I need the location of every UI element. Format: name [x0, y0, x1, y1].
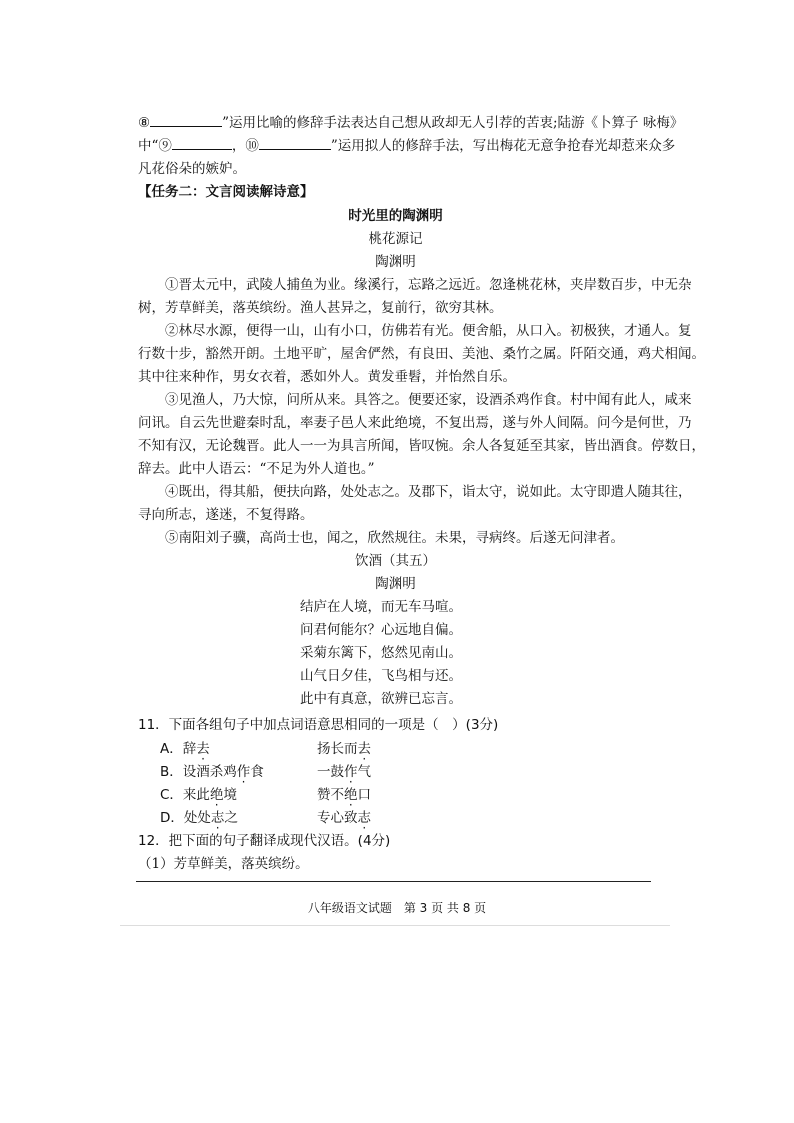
question-12-stem: 12．把下面的句子翻译成现代汉语。(4分) — [138, 833, 391, 849]
intro-text: ，⑩ — [231, 138, 259, 154]
poem-line: 采菊东篱下，悠然见南山。 — [300, 645, 462, 661]
option-label: C．来此 — [160, 787, 210, 803]
poem-title: 饮酒（其五） — [355, 553, 436, 569]
intro-text: ”运用比喻的修辞手法表达自己想从政却无人引荐的苦衷;陆游《卜算子 咏梅》 — [222, 115, 684, 131]
footer-divider — [136, 881, 651, 882]
scan-edge — [120, 925, 670, 926]
option-text: 之 — [224, 810, 238, 826]
dotted-word: 去 — [357, 741, 371, 757]
answer-blank-10[interactable] — [259, 137, 331, 150]
prose-line: 问讯。自云先世避秦时乱，率妻子邑人来此绝境，不复出焉，遂与外人间隔。问今是何世，乃 — [138, 415, 692, 431]
option-d-left[interactable] — [160, 806, 238, 826]
prose-line: ③见渔人，乃大惊，问所从来。具答之。便要还家，设酒杀鸡作食。村中闻有此人，咸来 — [165, 392, 692, 408]
poem-author: 陶渊明 — [375, 576, 416, 592]
prose-title: 桃花源记 — [368, 231, 423, 247]
prose-line: 寻向所志，遂迷，不复得路。 — [138, 507, 314, 523]
option-label: B．设酒杀鸡 — [160, 764, 237, 780]
prose-line: ②林尽水源，便得一山，山有小口，仿佛若有光。便舍船，从口入。初极狭，才通人。复 — [165, 323, 692, 339]
prose-line: 不知有汉，无论魏晋。此人一一为具言所闻，皆叹惋。余人各复延至其家，皆出酒食。停数日， — [138, 438, 705, 454]
poem-line: 此中有真意，欲辨已忘言。 — [300, 691, 462, 707]
option-a-left[interactable] — [160, 737, 210, 757]
option-text: 境 — [223, 787, 237, 803]
option-text: 扬长而 — [317, 741, 358, 757]
prose-line: ①晋太元中，武陵人捕鱼为业。缘溪行，忘路之远近。忽逢桃花林，夹岸数百步，中无杂 — [165, 277, 692, 293]
answer-blank-9[interactable] — [172, 137, 232, 150]
section-title: 时光里的陶渊明 — [348, 208, 443, 224]
option-label: D．处处 — [160, 810, 211, 826]
prose-line: ④既出，得其船，便扶向路，处处志之。及郡下，诣太守，说如此。太守即遣人随其往， — [165, 484, 692, 500]
poem-line: 问君何能尔？心远地自偏。 — [300, 622, 462, 638]
option-text: 专心致 — [317, 810, 358, 826]
option-c-right — [317, 783, 371, 803]
prose-line: 其中往来种作，男女衣着，悉如外人。黄发垂髫，并怡然自乐。 — [138, 369, 516, 385]
question-12-sub-1: （1）芳草鲜美，落英缤纷。 — [138, 856, 309, 872]
option-text: 气 — [357, 764, 371, 780]
option-text: 一鼓 — [317, 764, 344, 780]
option-text: 口 — [357, 787, 371, 803]
poem-line: 山气日夕佳，飞鸟相与还。 — [300, 668, 462, 684]
option-b-left[interactable] — [160, 760, 264, 780]
dotted-word: 志 — [357, 810, 371, 826]
option-d-right — [317, 806, 371, 826]
dotted-word: 绝 — [344, 787, 358, 803]
option-a-right — [317, 737, 371, 757]
intro-text: 中“⑨ — [138, 138, 172, 154]
question-11-stem: 11．下面各组句子中加点词语意思相同的一项是（ ）(3分) — [138, 717, 499, 733]
intro-line-1 — [138, 114, 684, 132]
dotted-word: 作 — [236, 764, 251, 780]
intro-line-3: 凡花俗朵的嫉妒。 — [138, 161, 246, 177]
option-c-left[interactable] — [160, 783, 237, 803]
dotted-word: 作 — [344, 764, 358, 780]
task-heading: 【任务二：文言阅读解诗意】 — [138, 184, 314, 200]
option-text: 赞不 — [317, 787, 344, 803]
prose-line: 行数十步，豁然开朗。土地平旷，屋舍俨然，有良田、美池、桑竹之属。阡陌交通，鸡犬相闻。 — [138, 346, 705, 362]
prose-line: 树，芳草鲜美，落英缤纷。渔人甚异之，复前行，欲穷其林。 — [138, 300, 503, 316]
prose-author: 陶渊明 — [375, 254, 416, 270]
option-label: A．辞 — [160, 741, 197, 757]
option-b-right — [317, 760, 371, 780]
poem-line: 结庐在人境，而无车马喧。 — [300, 599, 462, 615]
page-footer: 八年级语文试题 第 3 页 共 8 页 — [307, 901, 487, 915]
intro-text: ⑧ — [138, 115, 151, 131]
prose-line: ⑤南阳刘子骥，高尚士也，闻之，欣然规往。未果，寻病终。后遂无问津者。 — [165, 530, 624, 546]
intro-line-2 — [138, 137, 676, 155]
dotted-word: 去 — [196, 741, 210, 757]
prose-line: 辞去。此中人语云：“不足为外人道也。” — [138, 461, 375, 477]
option-text: 食 — [250, 764, 264, 780]
dotted-word: 绝 — [209, 787, 224, 803]
dotted-word: 志 — [210, 810, 225, 826]
answer-blank-8[interactable] — [150, 114, 222, 127]
intro-text: ”运用拟人的修辞手法，写出梅花无意争抢春光却惹来众多 — [330, 138, 676, 154]
